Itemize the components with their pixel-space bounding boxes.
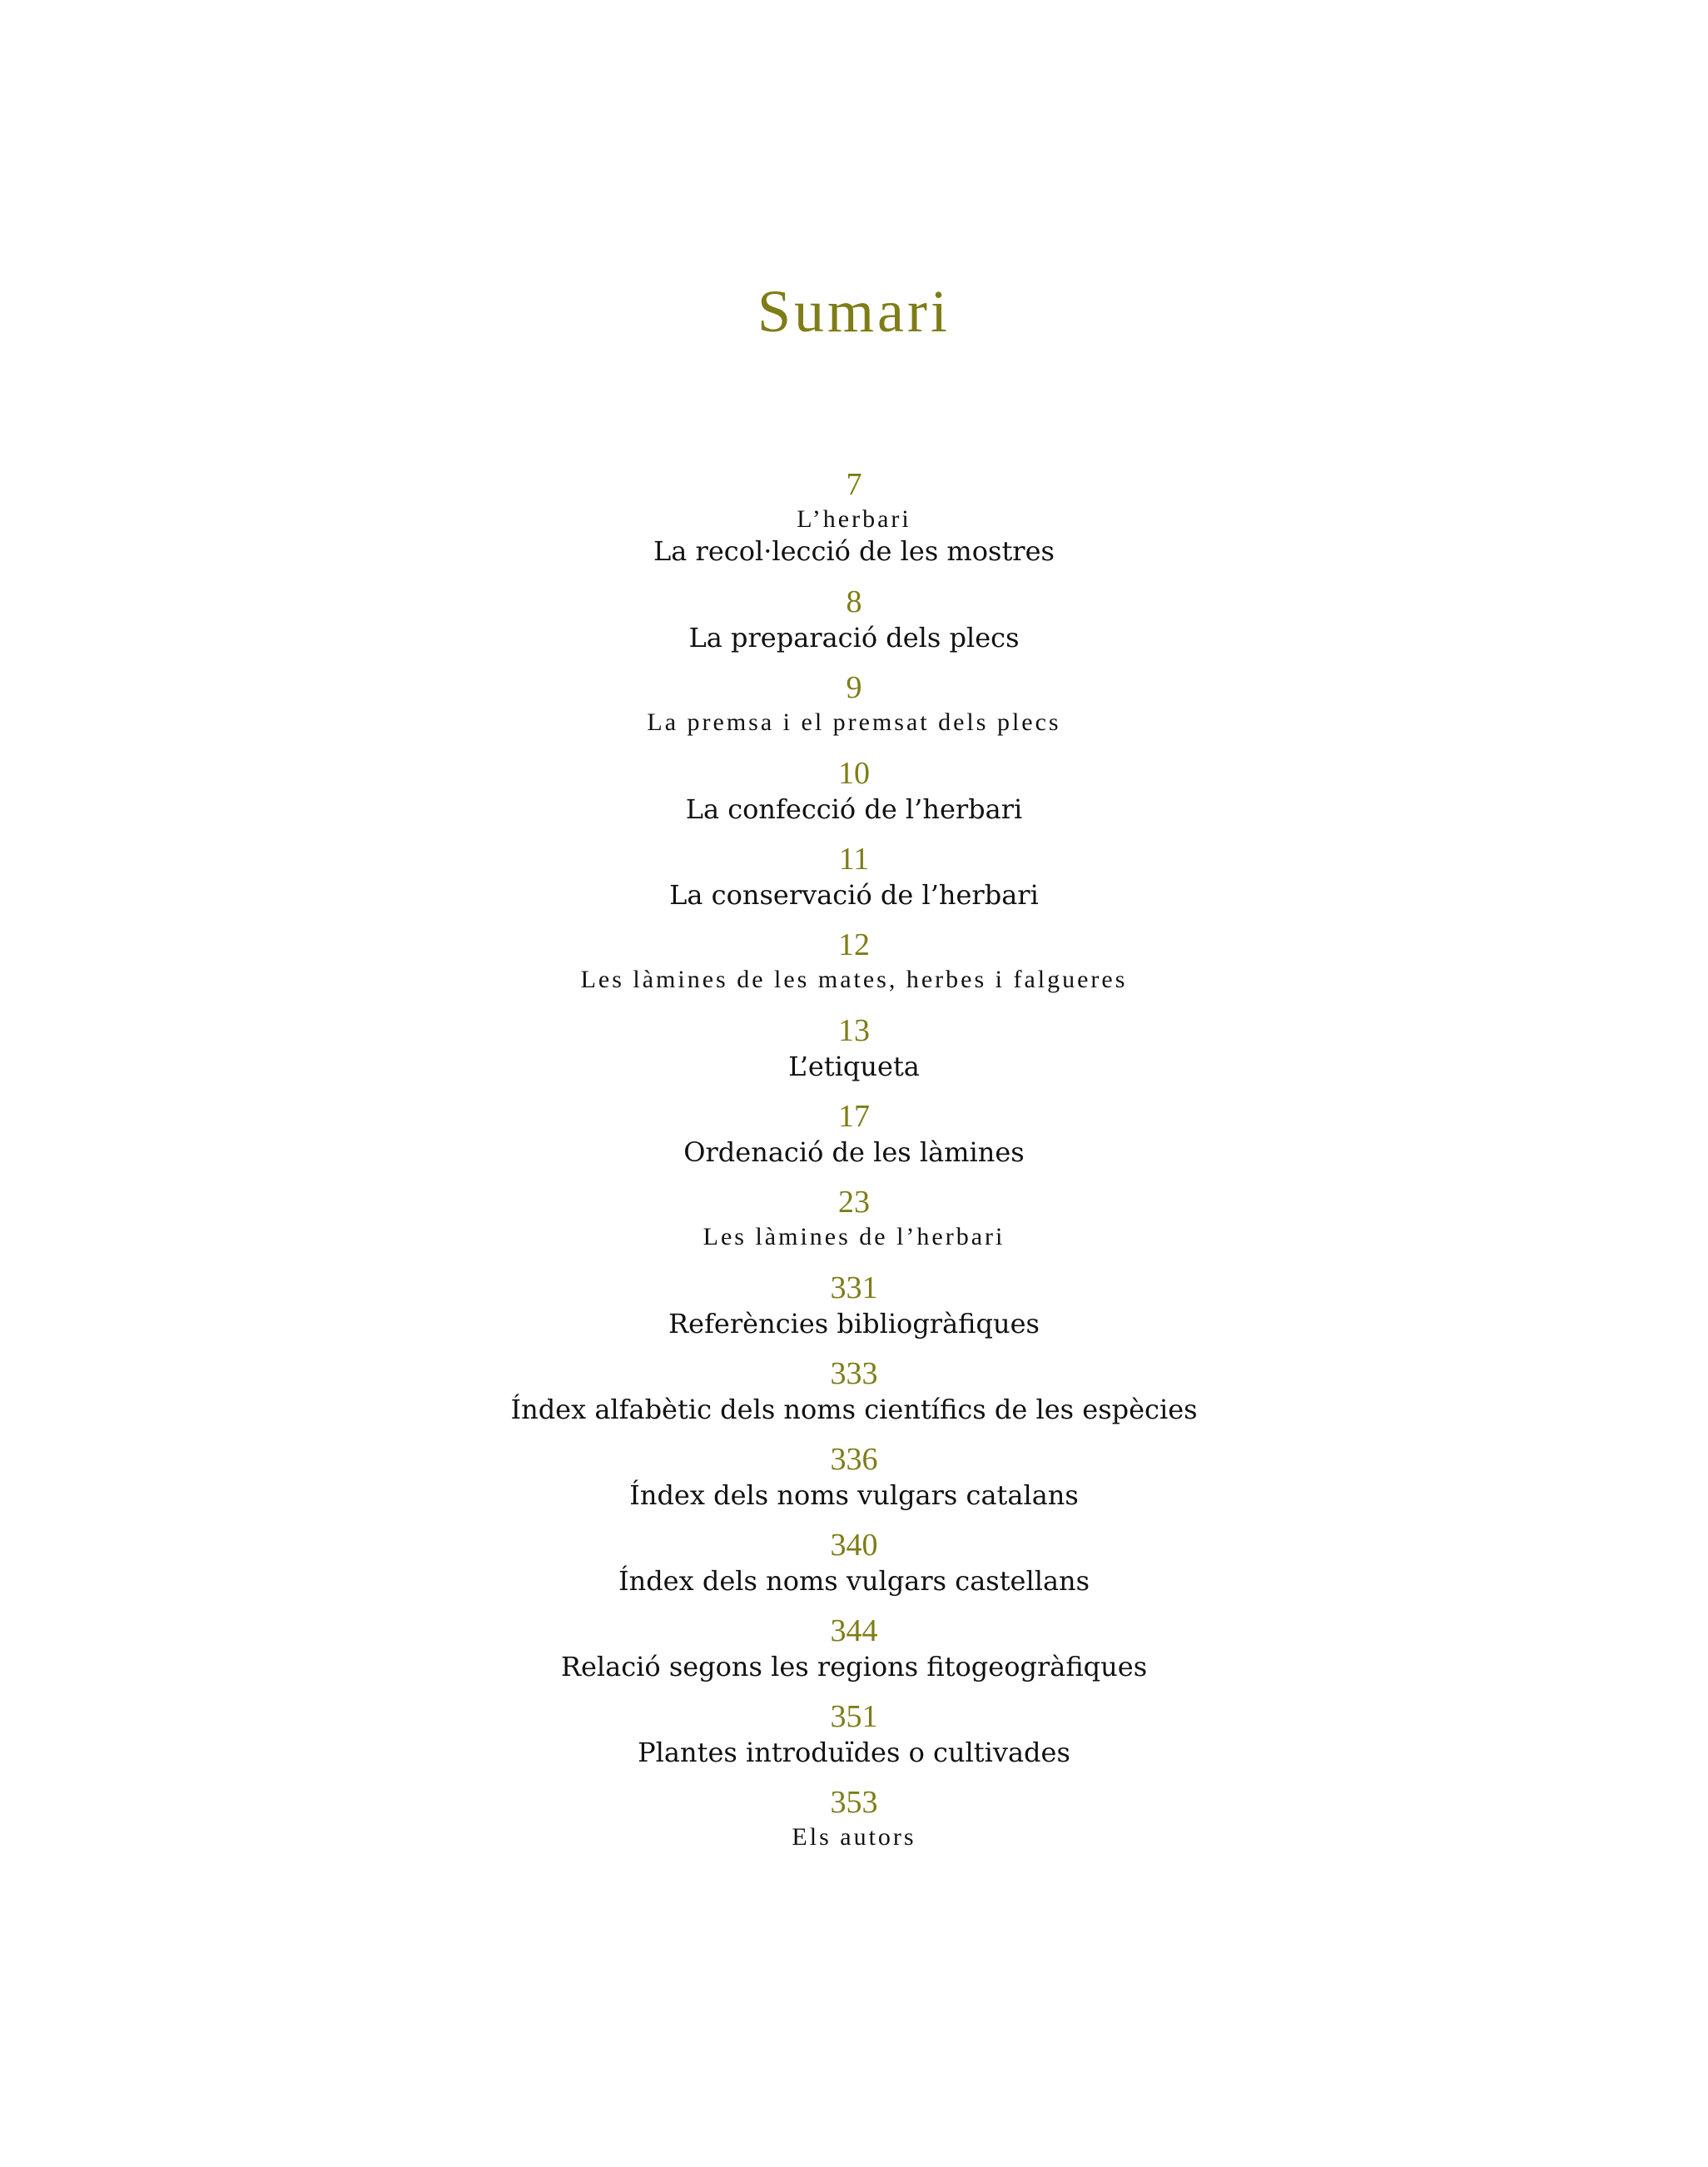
- toc-entry-title: Relació segons les regions fitogeogràfiques: [560, 1651, 1148, 1682]
- toc-entry-title: La preparació dels plecs: [688, 622, 1020, 654]
- toc-entry-title: Els autors: [792, 1823, 916, 1851]
- toc-page-number: 351: [830, 1699, 878, 1734]
- toc-entry[interactable]: [0, 754, 1708, 840]
- toc-entry-title: L’herbari: [797, 505, 911, 533]
- toc-entry[interactable]: [0, 1354, 1708, 1440]
- toc-entry-title: La conservació de l’herbari: [669, 879, 1039, 911]
- toc-entry-title: Plantes introduïdes o cultivades: [638, 1737, 1070, 1768]
- toc-page-number: 333: [830, 1356, 878, 1391]
- toc-entry[interactable]: [0, 1269, 1708, 1354]
- toc-entry[interactable]: [0, 1783, 1708, 1869]
- toc-page-number: 340: [830, 1528, 878, 1563]
- toc-page-number: 10: [838, 756, 870, 791]
- toc-entry-title: Les làmines de les mates, herbes i falgueres: [580, 966, 1128, 993]
- toc-entry[interactable]: [0, 583, 1708, 668]
- toc-page-number: 336: [830, 1442, 878, 1477]
- table-of-contents: [0, 465, 1708, 1869]
- toc-entry[interactable]: [0, 840, 1708, 926]
- toc-entry[interactable]: [0, 1097, 1708, 1183]
- toc-entry-title: L’etiqueta: [788, 1051, 920, 1082]
- toc-page-number: 7: [846, 467, 862, 502]
- toc-entry[interactable]: [0, 668, 1708, 754]
- toc-entry[interactable]: [0, 1011, 1708, 1097]
- toc-entry[interactable]: [0, 1183, 1708, 1269]
- toc-page-number: 344: [830, 1613, 878, 1648]
- toc-entry-title: La recol·lecció de les mostres: [653, 535, 1055, 567]
- toc-entry[interactable]: [0, 1526, 1708, 1612]
- toc-entry-title: Índex alfabètic dels noms científics de les espècies: [510, 1394, 1198, 1425]
- toc-page-number: 23: [838, 1185, 870, 1220]
- toc-page-number: 9: [846, 670, 862, 705]
- toc-entry-title: Índex dels noms vulgars castellans: [618, 1565, 1090, 1597]
- toc-page-number: 8: [846, 584, 862, 619]
- toc-entry[interactable]: [0, 1612, 1708, 1697]
- page-title: Sumari: [757, 278, 951, 345]
- toc-page-number: 12: [838, 927, 870, 962]
- toc-page-number: 13: [838, 1013, 870, 1048]
- toc-page-number: 17: [838, 1099, 870, 1134]
- toc-entry-title: Referències bibliogràfiques: [668, 1308, 1040, 1339]
- toc-page-number: 353: [830, 1785, 878, 1820]
- toc-page-number: 331: [830, 1270, 878, 1305]
- toc-entry[interactable]: [0, 1697, 1708, 1783]
- toc-page-number: 11: [838, 842, 870, 877]
- toc-entry[interactable]: [0, 465, 1708, 583]
- toc-entry-title: Índex dels noms vulgars catalans: [629, 1479, 1079, 1511]
- toc-entry-title: Ordenació de les làmines: [683, 1136, 1025, 1168]
- toc-entry-title: La premsa i el premsat dels plecs: [647, 708, 1061, 736]
- toc-entry[interactable]: [0, 1440, 1708, 1526]
- toc-entry[interactable]: [0, 926, 1708, 1011]
- toc-entry-title: Les làmines de l’herbari: [703, 1223, 1005, 1250]
- toc-entry-title: La confecció de l’herbari: [685, 793, 1023, 825]
